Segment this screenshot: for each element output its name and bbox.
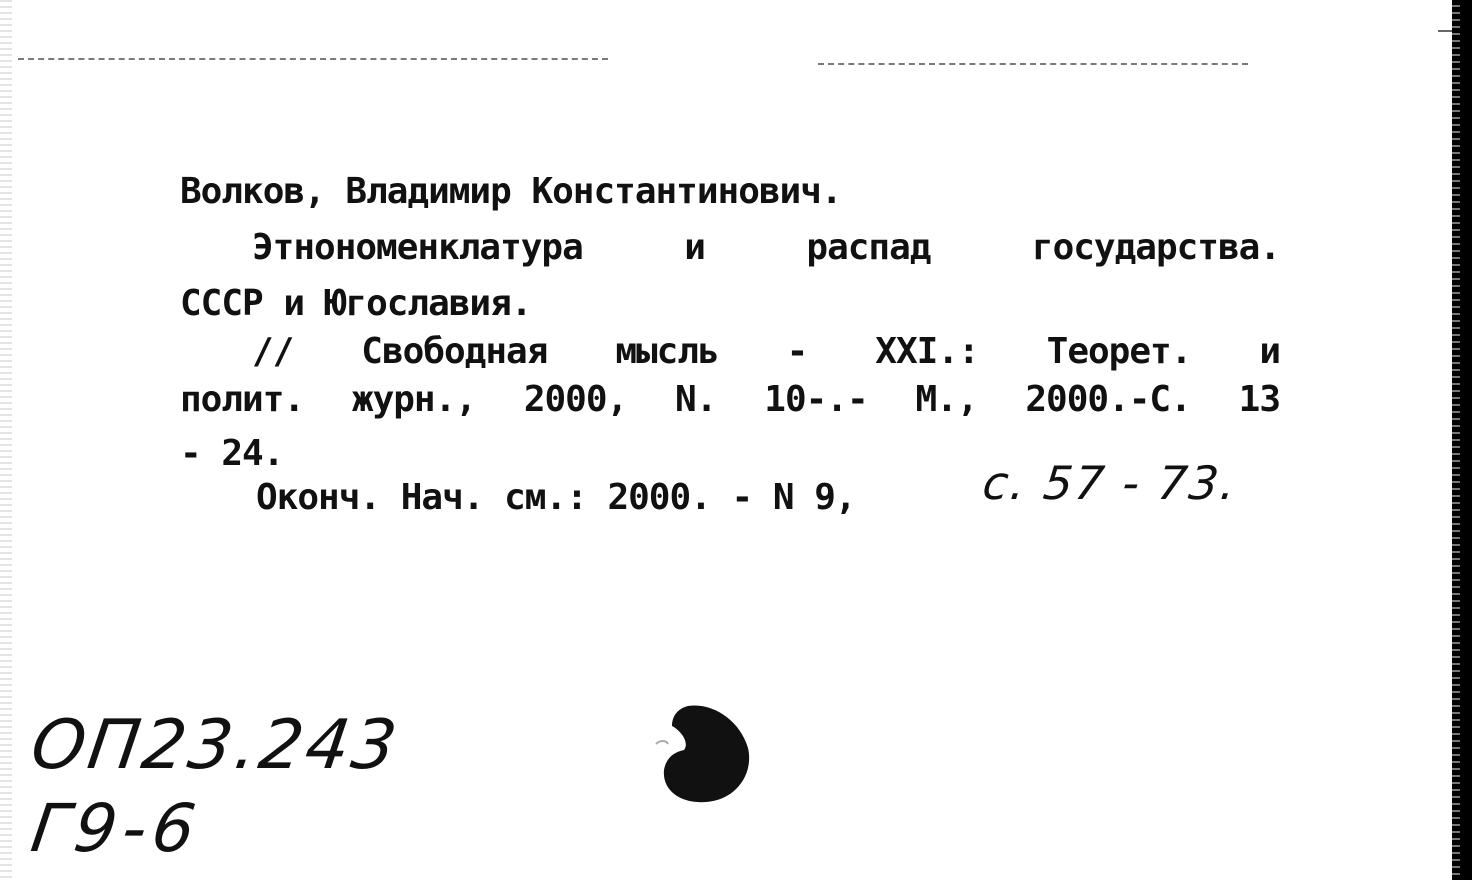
handwritten-pages: с. 57 - 73. (980, 456, 1240, 510)
punch-hole (650, 700, 754, 804)
ruled-line-right (818, 63, 1248, 65)
corner-mark (1438, 30, 1452, 32)
source-line-1: // Свободная мысль - XXI.: Теорет. и (252, 331, 1280, 372)
author-line: Волков, Владимир Константинович. (180, 171, 842, 212)
title-line-2: СССР и Югославия. (180, 283, 532, 324)
title-line-1: Этнономенклатура и распад государства. (252, 227, 1280, 268)
ruled-line-left (18, 58, 608, 60)
shelf-code-2: Г9-6 (26, 790, 206, 867)
card-left-edge (0, 0, 12, 880)
note-printed: Оконч. Нач. см.: 2000. - N 9, (256, 477, 856, 518)
source-line-3: - 24. (180, 433, 284, 474)
source-line-2: полит. журн., 2000, N. 10-.- М., 2000.-С. 13 (180, 379, 1280, 420)
shelf-code-1: ОП23.243 (26, 706, 405, 785)
card-right-edge (1452, 0, 1472, 880)
